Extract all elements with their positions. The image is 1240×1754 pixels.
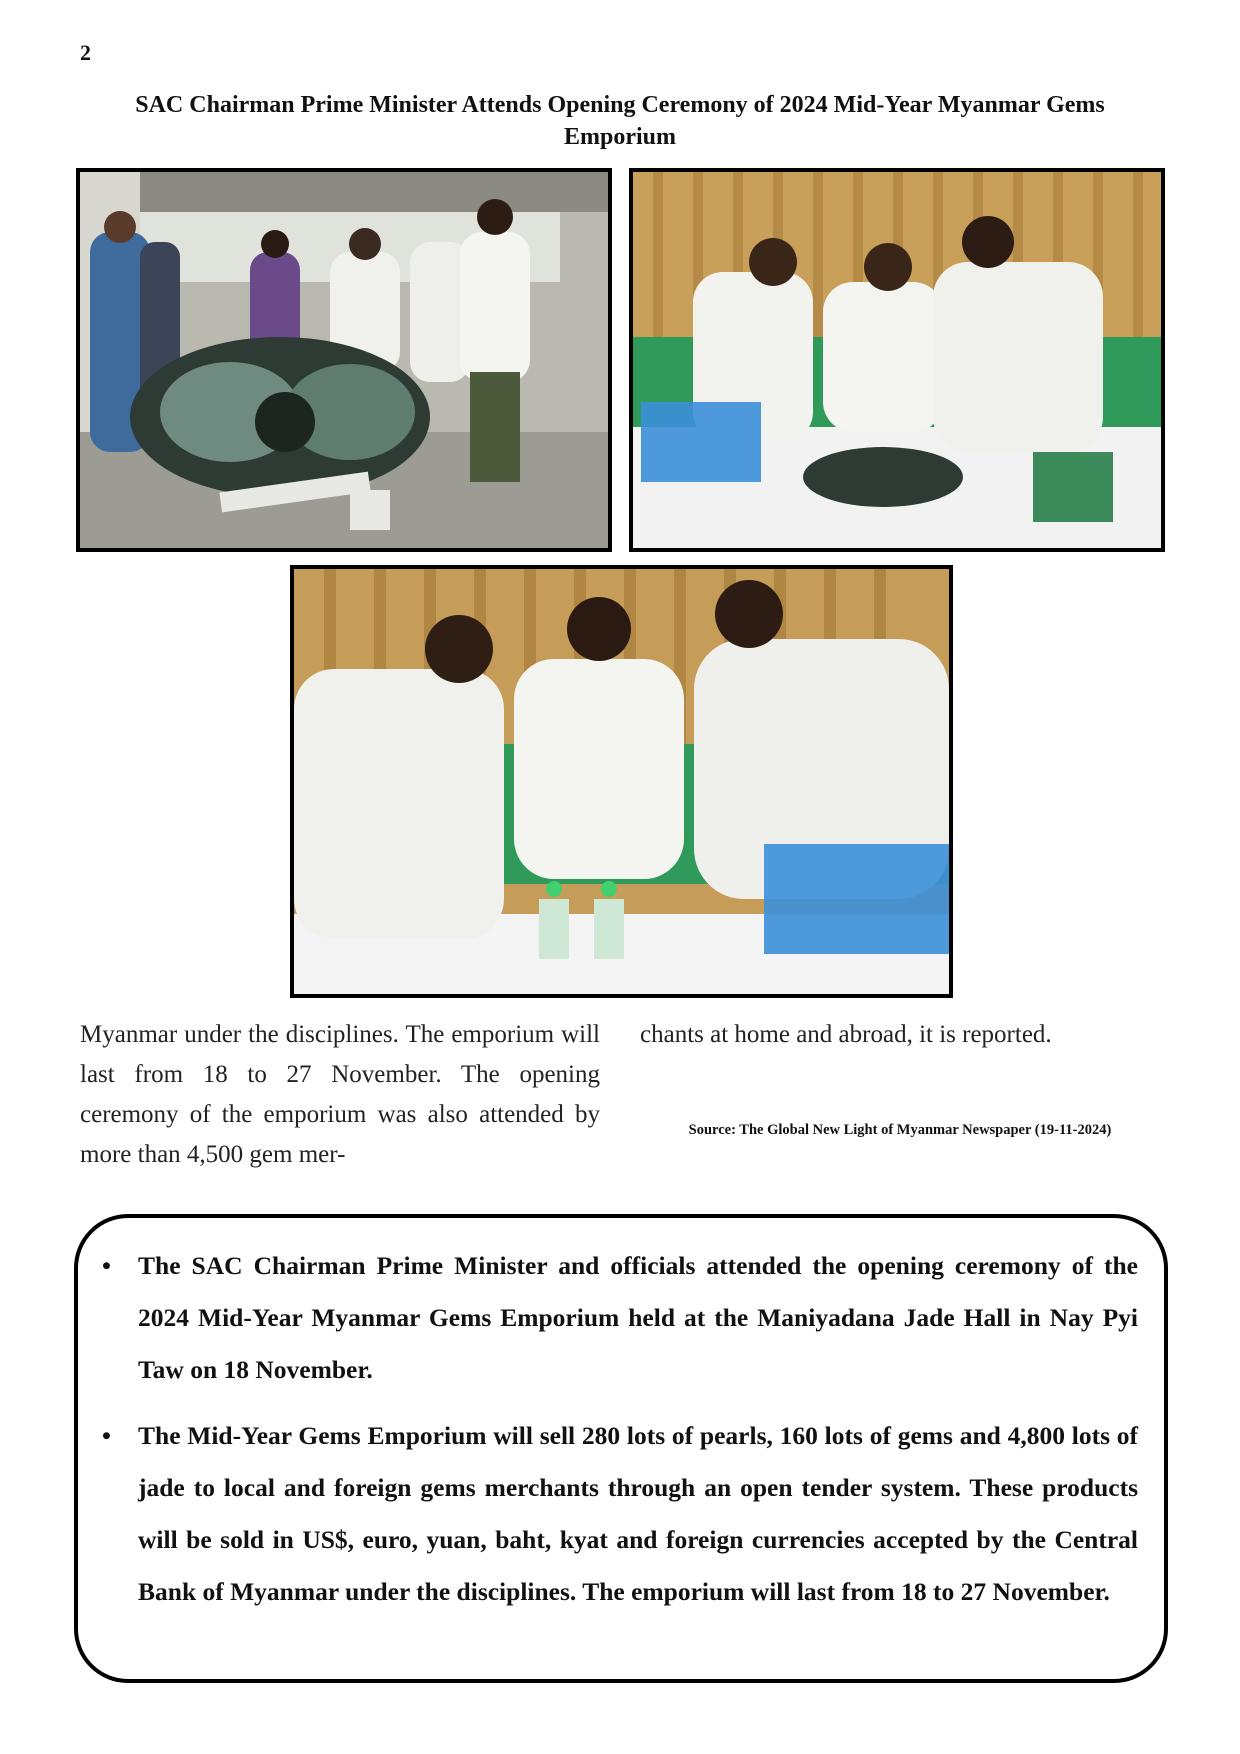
summary-bullet [102,1240,1138,1396]
summary-box [74,1214,1168,1683]
summary-bullet [102,1410,1138,1618]
photo-jade-inspection-table [629,168,1165,552]
source-citation: Source: The Global New Light of Myanmar Newspaper (19-11-2024) [688,1122,1112,1138]
photo-jade-boulder-viewing [76,168,612,552]
bullet-dot-icon: • [102,1421,111,1450]
summary-bullet-text: The SAC Chairman Prime Minister and officials attended the opening ceremony of the 2024 Mid-Year Myanmar Gems Emporium held at the Maniyadana Jade Hall in Nay Pyi Taw on 18 November. [138,1251,1138,1384]
article-column-left: Myanmar under the disciplines. The emporium will last from 18 to 27 November. The opening ceremony of the emporium was also attended by more than 4,500 gem mer- [80,1021,600,1168]
article-column-right: chants at home and abroad, it is reported. [640,1021,1052,1048]
article-title: SAC Chairman Prime Minister Attends Opening Ceremony of 2024 Mid-Year Myanmar Gems Emporium [135,92,1105,150]
summary-bullet-text: The Mid-Year Gems Emporium will sell 280 lots of pearls, 160 lots of gems and 4,800 lots of jade to local and foreign gems merchants through an open tender system. These products will be sold in US$, euro, yuan, baht, kyat and foreign currencies accepted by the Central Bank of Myanmar under the disciplines. The emporium will last from 18 to 27 November. [138,1421,1138,1606]
page-number: 2 [80,40,91,65]
photo-jade-torch-inspection [290,565,953,998]
bullet-dot-icon: • [102,1251,111,1280]
